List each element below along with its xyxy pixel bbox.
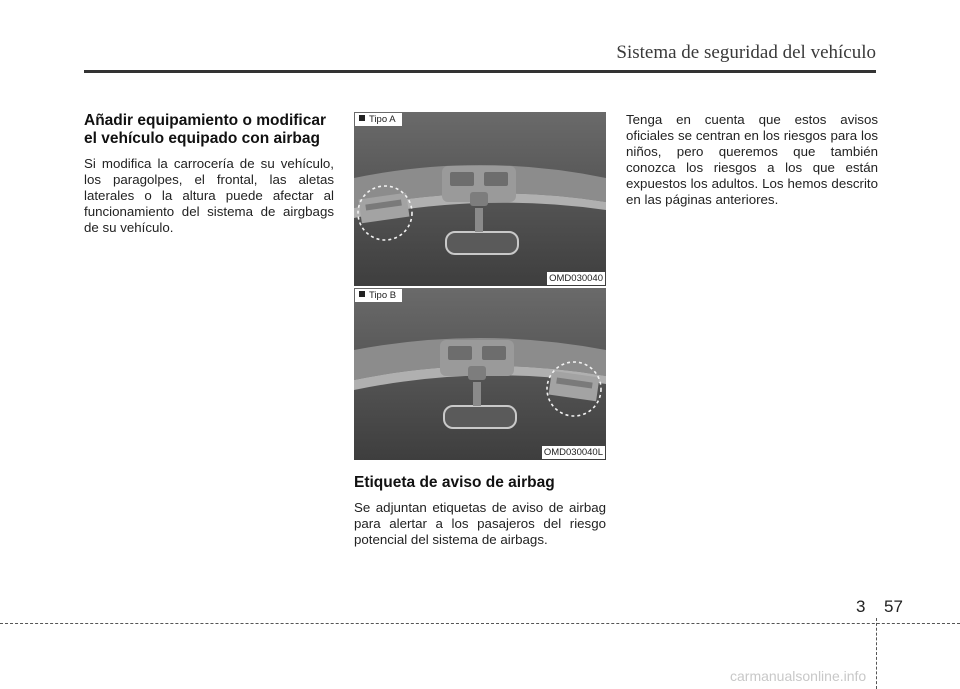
figure-code-b: OMD030040L <box>543 447 603 458</box>
section-title: Sistema de seguridad del vehículo <box>616 42 876 63</box>
figure-type-a <box>354 112 606 286</box>
figure-tag-a-label: Tipo A <box>369 114 396 125</box>
paragraph-warnings: Tenga en cuenta que estos avisos oficiales se centran en los riesgos para los niños, pero queremos que también conozca los riesgos a los que están expuestos los adultos. Los hemos descrito en las páginas anteriores. <box>626 112 878 207</box>
figure-tag-b-label: Tipo B <box>369 290 397 301</box>
footer-rule <box>0 623 960 624</box>
left-column <box>84 112 334 236</box>
figure-tag-a <box>355 113 402 126</box>
footer-divider <box>876 618 877 689</box>
page-number: 57 <box>884 597 903 616</box>
heading-modify-vehicle: Añadir equipamiento o modificar el vehículo equipado con airbag <box>84 112 326 147</box>
paragraph-airbag-label: Se adjuntan etiquetas de aviso de airbag para alertar a los pasajeros del riesgo potencial del sistema de airbags. <box>354 500 606 547</box>
heading-airbag-label: Etiqueta de aviso de airbag <box>354 474 555 491</box>
paragraph-modify-vehicle: Si modifica la carrocería de su vehículo, los paragolpes, el frontal, las aletas laterales o la altura puede afectar al funcionamiento del sistema de airgbags de su vehículo. <box>84 156 334 235</box>
headliner-illustration-b <box>354 288 606 460</box>
figure-type-b <box>354 288 606 460</box>
figure-code-a: OMD030040 <box>549 273 603 284</box>
headliner-illustration-a <box>354 112 606 286</box>
middle-column <box>354 112 606 548</box>
watermark: carmanualsonline.info <box>730 668 867 684</box>
square-bullet-icon <box>359 115 365 121</box>
right-column <box>626 112 878 208</box>
header-rule <box>84 70 876 73</box>
chapter-number: 3 <box>856 597 866 616</box>
square-bullet-icon <box>359 291 365 297</box>
figure-tag-b <box>355 289 402 302</box>
